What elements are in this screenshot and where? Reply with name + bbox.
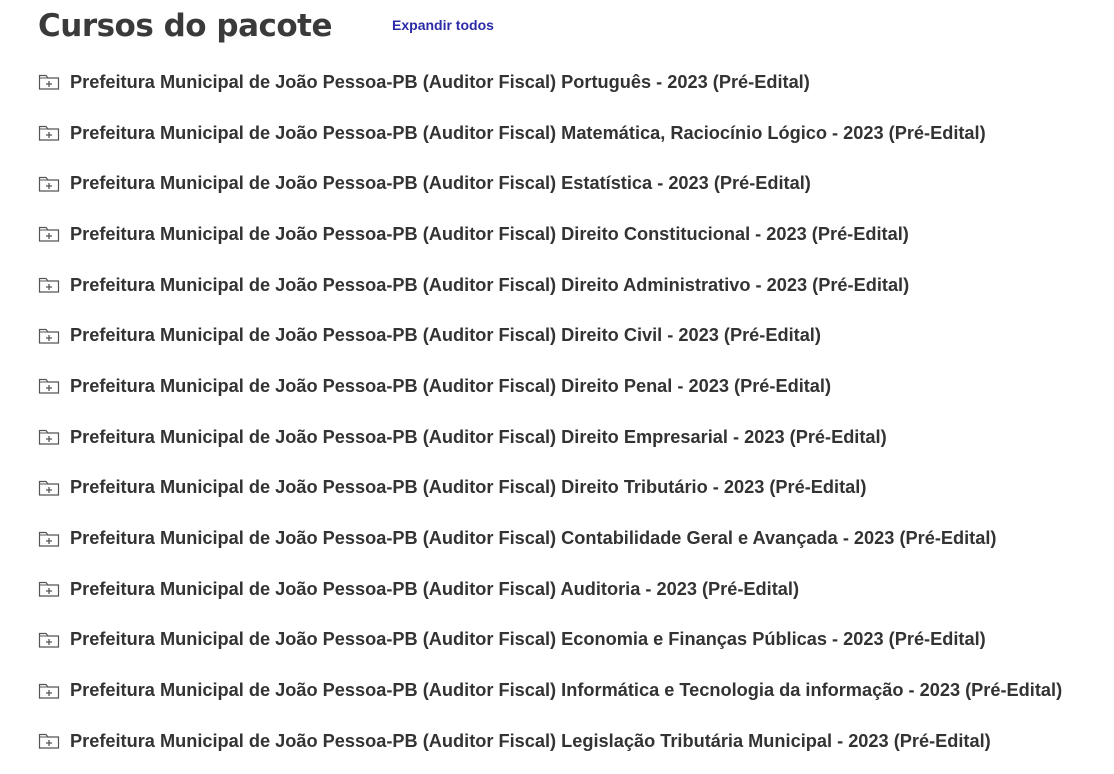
course-item[interactable] <box>38 57 1062 108</box>
folder-plus-icon <box>38 73 60 91</box>
course-label: Prefeitura Municipal de João Pessoa-PB (Auditor Fiscal) Direito Constitucional - 2023 (Pré-Edital) <box>70 223 909 244</box>
course-item[interactable] <box>38 463 1062 514</box>
folder-plus-icon <box>38 175 60 193</box>
course-label: Prefeitura Municipal de João Pessoa-PB (Auditor Fiscal) Legislação Tributária Municipal - 2023 (Pré-Edital) <box>70 730 991 751</box>
package-header <box>38 8 494 44</box>
folder-plus-icon <box>38 732 60 750</box>
course-item[interactable] <box>38 209 1062 260</box>
folder-plus-icon <box>38 428 60 446</box>
course-label: Prefeitura Municipal de João Pessoa-PB (Auditor Fiscal) Direito Empresarial - 2023 (Pré-Edital) <box>70 426 887 447</box>
course-label: Prefeitura Municipal de João Pessoa-PB (Auditor Fiscal) Contabilidade Geral e Avançada - 2023 (Pré-Edital) <box>70 528 997 549</box>
course-label: Prefeitura Municipal de João Pessoa-PB (Auditor Fiscal) Direito Civil - 2023 (Pré-Edital) <box>70 325 821 346</box>
course-item[interactable] <box>38 361 1062 412</box>
course-item[interactable] <box>38 108 1062 159</box>
course-label: Prefeitura Municipal de João Pessoa-PB (Auditor Fiscal) Português - 2023 (Pré-Edital) <box>70 71 810 92</box>
course-label: Prefeitura Municipal de João Pessoa-PB (Auditor Fiscal) Informática e Tecnologia da informação - 2023 (Pré-Edital) <box>70 680 1063 701</box>
folder-plus-icon <box>38 327 60 345</box>
folder-plus-icon <box>38 225 60 243</box>
course-label: Prefeitura Municipal de João Pessoa-PB (Auditor Fiscal) Direito Penal - 2023 (Pré-Edital) <box>70 375 832 396</box>
course-item[interactable] <box>38 564 1062 615</box>
folder-plus-icon <box>38 377 60 395</box>
expand-all-link[interactable]: Expandir todos <box>392 17 494 33</box>
course-item[interactable] <box>38 158 1062 209</box>
course-item[interactable] <box>38 716 1062 767</box>
course-item[interactable] <box>38 260 1062 311</box>
folder-plus-icon <box>38 530 60 548</box>
folder-plus-icon <box>38 124 60 142</box>
course-item[interactable] <box>38 310 1062 361</box>
folder-plus-icon <box>38 276 60 294</box>
folder-plus-icon <box>38 580 60 598</box>
course-item[interactable] <box>38 412 1062 463</box>
course-label: Prefeitura Municipal de João Pessoa-PB (Auditor Fiscal) Direito Administrativo - 2023 (Pré-Edital) <box>70 274 910 295</box>
folder-plus-icon <box>38 479 60 497</box>
course-item[interactable] <box>38 665 1062 716</box>
course-label: Prefeitura Municipal de João Pessoa-PB (Auditor Fiscal) Economia e Finanças Públicas - 2023 (Pré-Edital) <box>70 629 986 650</box>
folder-plus-icon <box>38 682 60 700</box>
course-item[interactable] <box>38 615 1062 666</box>
course-label: Prefeitura Municipal de João Pessoa-PB (Auditor Fiscal) Direito Tributário - 2023 (Pré-Edital) <box>70 477 867 498</box>
course-label: Prefeitura Municipal de João Pessoa-PB (Auditor Fiscal) Matemática, Raciocínio Lógico - 2023 (Pré-Edital) <box>70 122 986 143</box>
folder-plus-icon <box>38 631 60 649</box>
course-label: Prefeitura Municipal de João Pessoa-PB (Auditor Fiscal) Auditoria - 2023 (Pré-Edital) <box>70 578 800 599</box>
course-label: Prefeitura Municipal de João Pessoa-PB (Auditor Fiscal) Estatística - 2023 (Pré-Edital) <box>70 173 811 194</box>
course-item[interactable] <box>38 513 1062 564</box>
course-list <box>38 57 1062 767</box>
page-title: Cursos do pacote <box>38 8 333 44</box>
